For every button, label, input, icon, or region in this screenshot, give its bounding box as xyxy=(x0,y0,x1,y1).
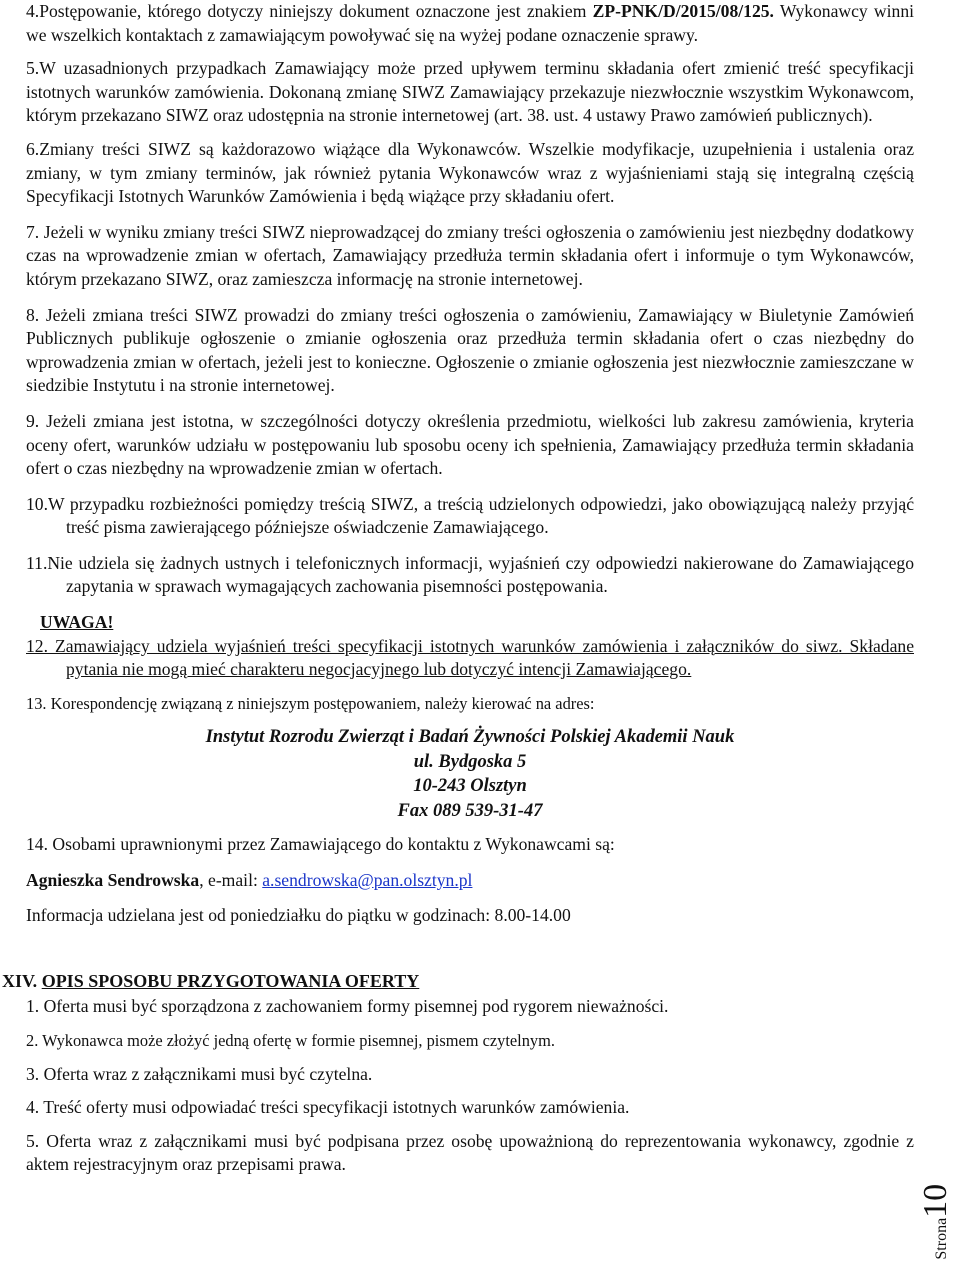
contact-name: Agnieszka Sendrowska xyxy=(26,869,200,890)
paragraph-12: 12. Zamawiający udziela wyjaśnień treści specyfikacji istotnych warunków zamówienia i załączników do siwz. Składane pytania nie mogą mieć charakteru negocjacyjnego lub dotyczyć intencji Zamawiającego. xyxy=(26,635,914,680)
paragraph-13: 13. Korespondencję związaną z niniejszym postępowaniem, należy kierować na adres: xyxy=(26,693,595,713)
section-title: OPIS SPOSOBU PRZYGOTOWANIA OFERTY xyxy=(41,970,420,991)
contact-separator: , e-mail: xyxy=(199,869,263,890)
paragraph-6: 6.Zmiany treści SIWZ są każdorazowo wiążące dla Wykonawców. Wszelkie modyfikacje, uzupełnienia i ustalenia oraz zmiany, w tym zmiany terminów, jak również pytania Wykonawców wraz z wyjaśnieniami stają się integralną częścią Specyfikacji Istotnych Warunków Zamówienia i będą wiążące przy składaniu ofert. xyxy=(26,138,914,207)
paragraph-4-text: 4.Postępowanie, którego dotyczy niniejszy dokument oznaczone jest znakiem xyxy=(26,1,593,21)
paragraph-10: 10.W przypadku rozbieżności pomiędzy treścią SIWZ, a treścią udzielonych odpowiedzi, jako obowiązującą należy przyjąć treść pisma zawierającego późniejsze oświadczenie Zamawiającego. xyxy=(26,493,914,538)
address-fax: Fax 089 539-31-47 xyxy=(397,800,543,821)
section-number: XIV. xyxy=(2,970,38,991)
page-label: Strona xyxy=(933,1218,951,1260)
section-list xyxy=(26,995,914,1177)
list-item: 5. Oferta wraz z załącznikami musi być podpisana przez osobę upoważnioną do reprezentowania wykonawcy, zgodnie z aktem rejestracyjnym oraz przepisami prawa. xyxy=(26,1130,914,1175)
address-institution: Instytut Rozrodu Zwierząt i Badań Żywności Polskiej Akademii Nauk xyxy=(205,727,735,748)
office-hours: Informacja udzielana jest od poniedziałku do piątku w godzinach: 8.00-14.00 xyxy=(26,905,571,926)
section-heading xyxy=(2,970,914,994)
paragraph-4 xyxy=(26,0,914,47)
paragraph-4-text-end: Wykonawcy winni we wszelkich kontaktach z zamawiającym powoływać się na wyżej podane oznaczenie sprawy. xyxy=(26,1,914,45)
paragraph-5: 5.W uzasadnionych przypadkach Zamawiający może przed upływem terminu składania ofert zmienić treść specyfikacji istotnych warunków zamówienia. Dokonaną zmianę SIWZ Zamawiający przekazuje niezwłocznie wszystkim Wykonawcom, którym przekazano SIWZ oraz udostępnia na stronie internetowej (art. 38. ust. 4 ustawy Prawo zamówień publicznych). xyxy=(26,58,914,126)
list-item: 1. Oferta musi być sporządzona z zachowaniem formy pisemnej pod rygorem nieważności. xyxy=(26,996,669,1017)
contact-line xyxy=(26,869,914,893)
paragraph-11: 11.Nie udziela się żadnych ustnych i telefonicznych informacji, wyjaśnień czy odpowiedzi nakierowane do Zamawiającego zapytania w sprawach wymagających zachowania pisemności postępowania. xyxy=(26,552,914,597)
list-item: 4. Treść oferty musi odpowiadać treści specyfikacji istotnych warunków zamówienia. xyxy=(26,1097,630,1118)
address-block xyxy=(26,725,914,823)
list-item: 2. Wykonawca może złożyć jedną ofertę w formie pisemnej, pismem czytelnym. xyxy=(26,1031,555,1051)
paragraph-8: 8. Jeżeli zmiana treści SIWZ prowadzi do zmiany treści ogłoszenia o zamówieniu, Zamawiający w Biuletynie Zamówień Publicznych publikuje ogłoszenie o zmianie ogłoszenia oraz przedłuża termin składania ofert o czas niezbędny do wprowadzenia zmian w ofertach, jeżeli jest to konieczne. Ogłoszenie o zmianie ogłoszenia jest niezwłocznie zamieszczane w siedzibie Instytutu i na stronie internetowej. xyxy=(26,304,914,396)
case-sign: ZP-PNK/D/2015/08/125. xyxy=(592,1,774,21)
page-number-value: 10 xyxy=(917,1184,955,1219)
list-item: 3. Oferta wraz z załącznikami musi być czytelna. xyxy=(26,1063,373,1084)
address-city: 10-243 Olsztyn xyxy=(413,776,527,797)
address-street: ul. Bydgoska 5 xyxy=(413,751,527,772)
paragraph-14: 14. Osobami uprawnionymi przez Zamawiającego do kontaktu z Wykonawcami są: xyxy=(26,834,615,855)
paragraph-9: 9. Jeżeli zmiana jest istotna, w szczególności dotyczy określenia przedmiotu, wielkości lub zakresu zamówienia, kryteria oceny ofert, warunków udziału w postępowaniu lub sposobu oceny ich spełnienia, Zamawiający przedłuża termin składania ofert o czas niezbędny na wprowadzenie zmian w ofertach. xyxy=(26,410,914,479)
page-number xyxy=(917,1184,955,1260)
paragraph-7: 7. Jeżeli w wyniku zmiany treści SIWZ nieprowadzącej do zmiany treści ogłoszenia o zamówieniu jest niezbędny dodatkowy czas na wprowadzenie zmian w ofertach, Zamawiający przedłuża termin składania ofert i informuje o tym Wykonawców, którym przekazano SIWZ, oraz zamieszcza informację na stronie internetowej. xyxy=(26,221,914,289)
document-page xyxy=(2,0,914,1177)
warning-heading: UWAGA! xyxy=(40,612,114,633)
contact-email-link[interactable]: a.sendrowska@pan.olsztyn.pl xyxy=(262,869,473,890)
